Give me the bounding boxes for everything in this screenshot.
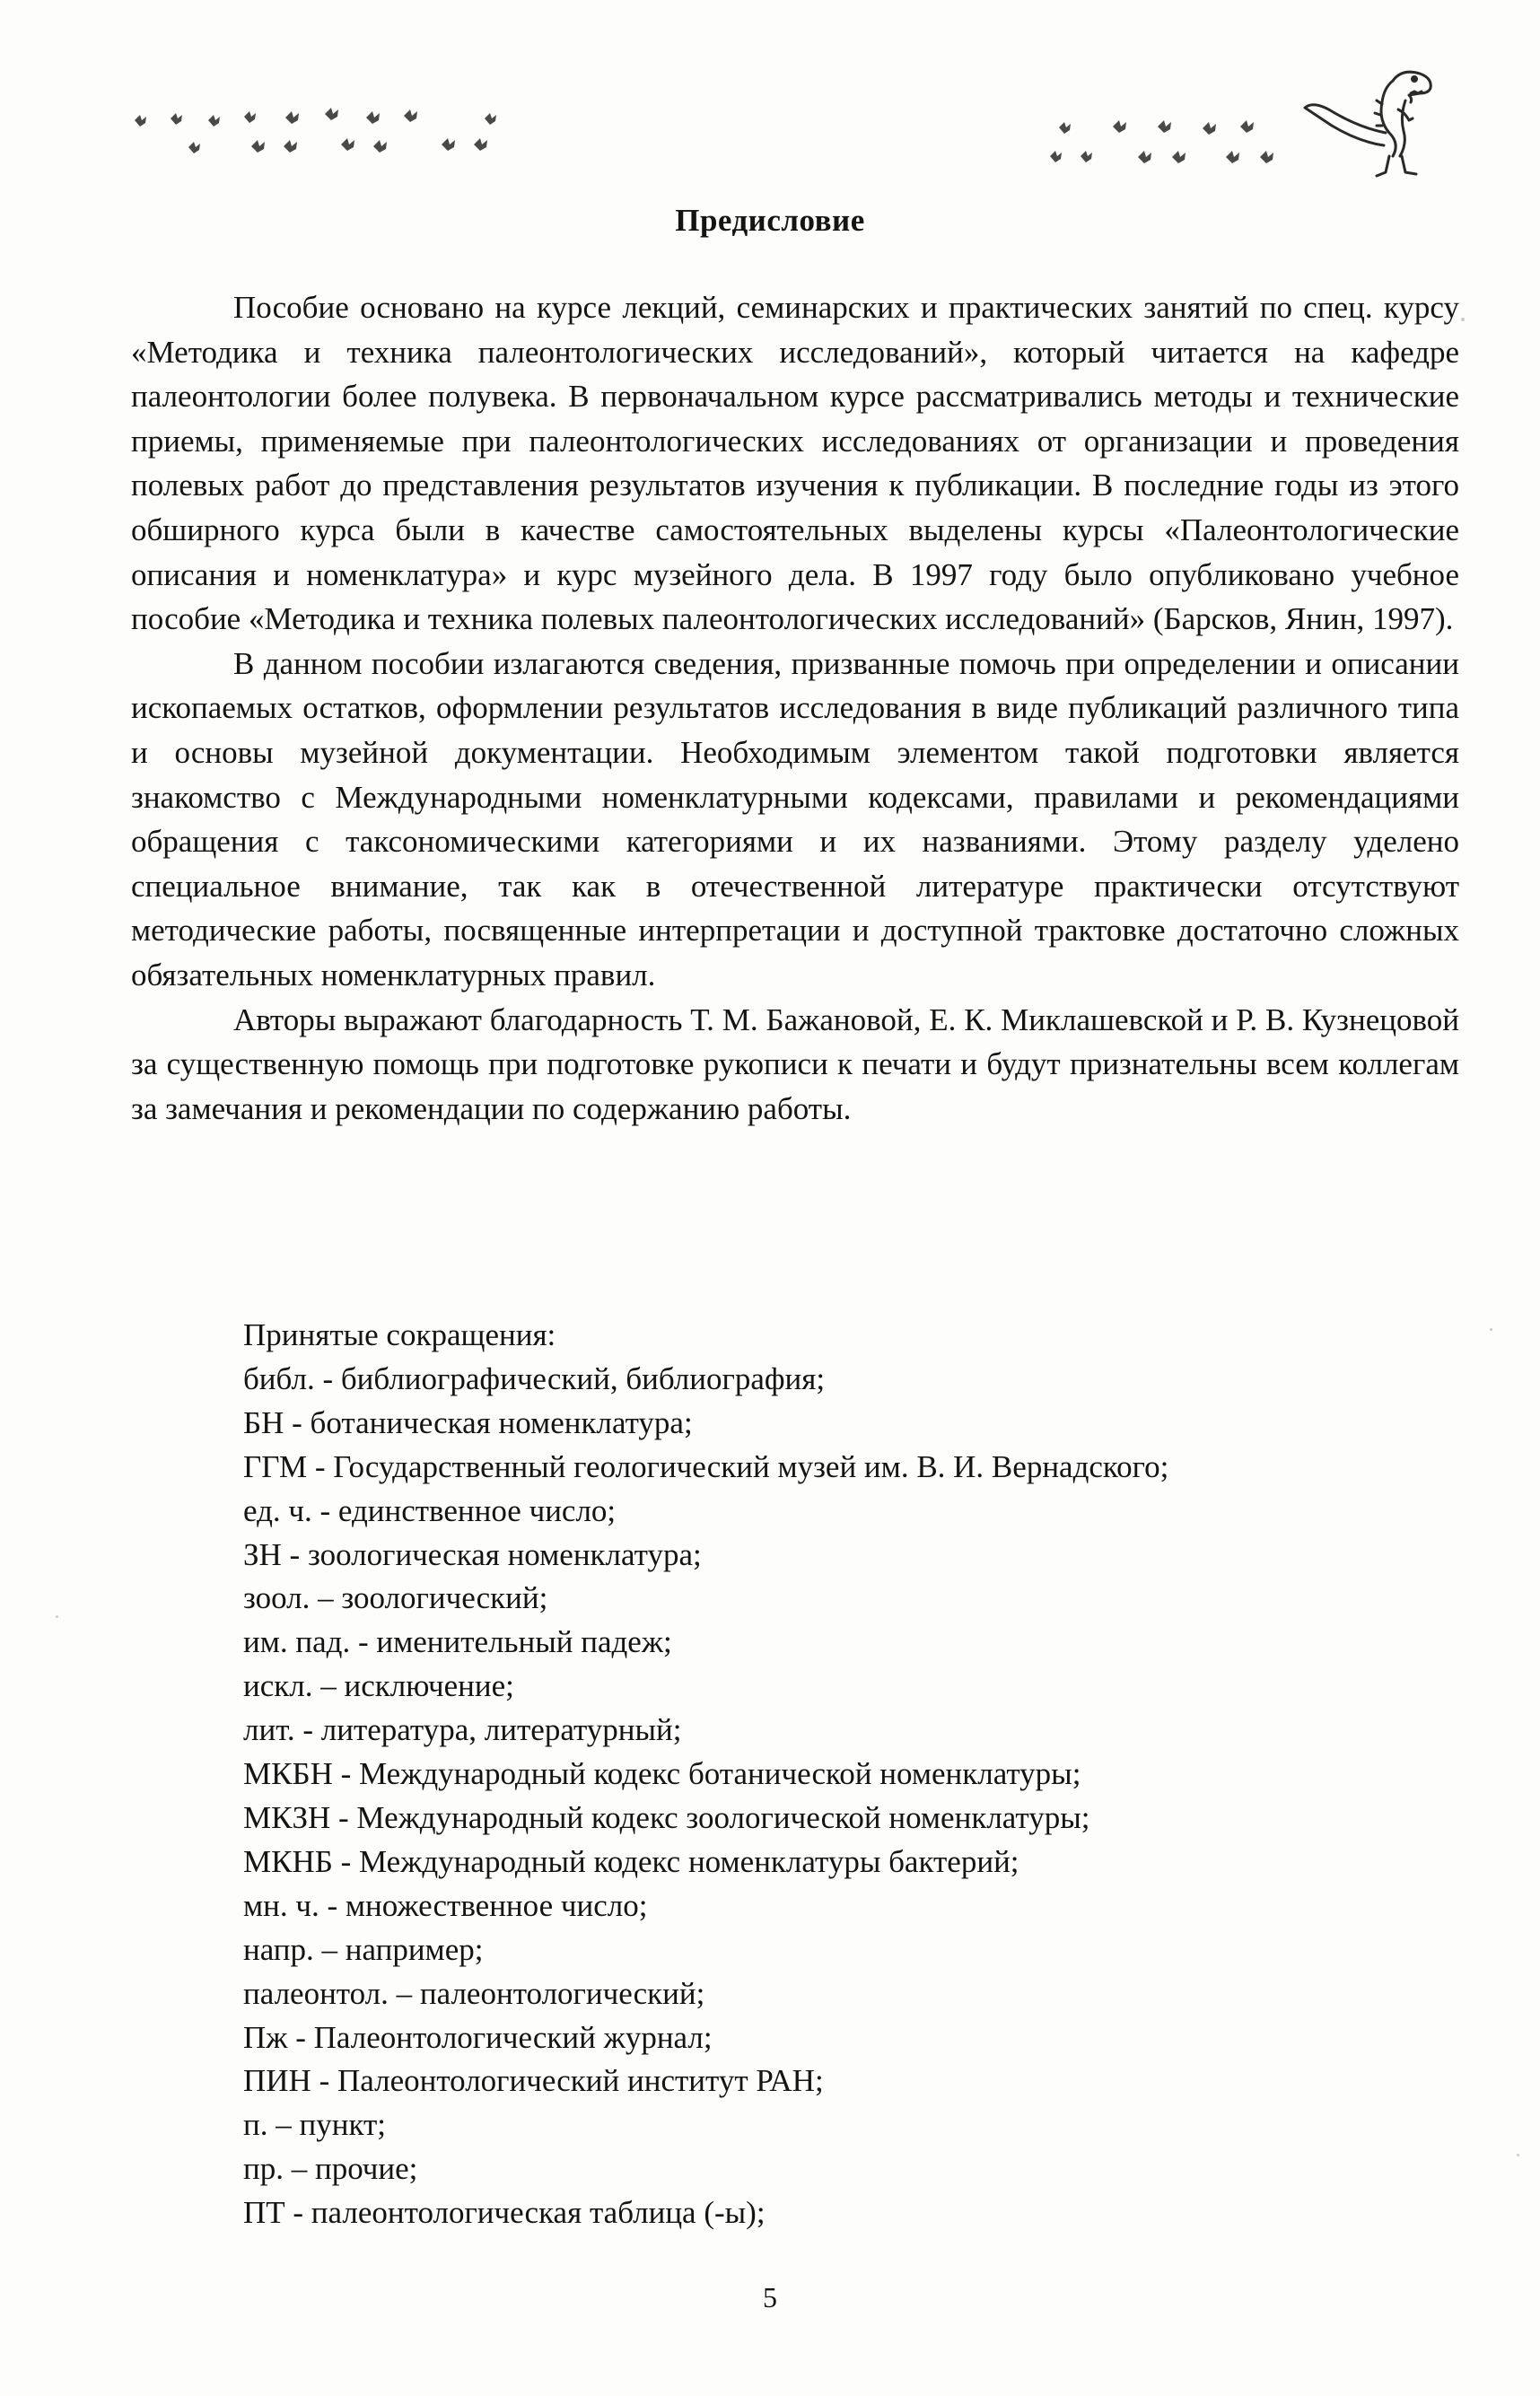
preface-body — [131, 285, 1459, 1131]
abbreviation-item: ПТ - палеонтологическая таблица (-ы); — [243, 2195, 766, 2231]
page-title: Предисловие — [675, 203, 865, 238]
abbreviation-item: им. пад. - именительный падеж; — [243, 1624, 672, 1660]
abbreviation-item: МКНБ - Международный кодекс номенклатуры бактерий; — [243, 1843, 1019, 1879]
dinosaur-icon — [1292, 56, 1445, 181]
abbreviation-item: мн. ч. - множественное число; — [243, 1887, 648, 1923]
scan-speck — [1490, 1328, 1492, 1331]
preface-paragraph-1: Пособие основано на курсе лекций, семинарских и практических занятий по спец. курсу «Методика и техника палеонтологических исследований», который читается на кафедре палеонтологии более полувека. В первоначальном курсе рассматривались методы и технические приемы, применяемые при палеонтологических исследованиях от организации и проведения полевых работ до представления результатов изучения к публикации. В последние годы из этого обширного курса были в качестве самостоятельных выделены курсы «Палеонтологические описания и номенклатура» и курс музейного дела. В 1997 году было опубликовано учебное пособие «Методика и техника полевых палеонтологических исследований» (Барсков, Янин, 1997). — [131, 290, 1459, 637]
abbreviation-item: напр. – например; — [243, 1931, 484, 1967]
abbreviation-item: МКБН - Международный кодекс ботанической номенклатуры; — [243, 1756, 1081, 1792]
abbreviation-item: ПИН - Палеонтологический институт РАН; — [243, 2063, 824, 2099]
abbreviation-item: палеонтол. – палеонтологический; — [243, 1975, 705, 2011]
footprint-trail-right-icon — [1041, 113, 1310, 176]
abbreviations-list — [243, 1314, 1482, 2235]
abbreviation-item: Пж - Палеонтологический журнал; — [243, 2019, 713, 2055]
abbreviation-item: ГГМ - Государственный геологический музей им. В. И. Вернадского; — [243, 1448, 1169, 1484]
scan-speck — [1517, 2154, 1519, 2156]
scan-speck — [56, 1615, 58, 1618]
abbreviation-item: лит. - литература, литературный; — [243, 1712, 682, 1748]
abbreviation-item: ЗН - зоологическая номенклатура; — [243, 1536, 702, 1572]
abbreviation-item: МКЗН - Международный кодекс зоологической номенклатуры; — [243, 1799, 1090, 1835]
scan-speck — [1461, 318, 1465, 321]
preface-paragraph-2: В данном пособии излагаются сведения, призванные помочь при определении и описании ископаемых остатков, оформлении результатов исследования в виде публикаций различного типа и основы музейной документации. Необходимым элементом такой подготовки является знакомство с Международными номенклатурными кодексами, правилами и рекомендациями обращения с таксономическими категориями и их названиями. Этому разделу уделено специальное внимание, так как в отечественной литературе практически отсутствуют методические работы, посвященные интерпретации и доступной трактовке достаточно сложных обязательных номенклатурных правил. — [131, 645, 1459, 993]
abbreviation-item: искл. – исключение; — [243, 1668, 514, 1704]
preface-paragraph-3: Авторы выражают благодарность Т. М. Бажановой, Е. К. Миклашевской и Р. В. Кузнецовой за существенную помощь при подготовке рукописи к печати и будут признательны всем коллегам за замечания и рекомендации по содержанию работы. — [131, 1001, 1459, 1126]
abbreviation-item: п. – пункт; — [243, 2107, 387, 2143]
abbreviation-item: пр. – прочие; — [243, 2151, 418, 2187]
abbreviation-item: ед. ч. - единственное число; — [243, 1492, 617, 1528]
abbreviation-item: зоол. – зоологический; — [243, 1580, 548, 1616]
page-number: 5 — [763, 2281, 777, 2313]
abbreviations-heading: Принятые сокращения: — [243, 1317, 556, 1352]
footprint-trail-left-icon — [126, 93, 556, 174]
abbreviation-item: библ. - библиографический, библиография; — [243, 1360, 826, 1396]
abbreviation-item: БН - ботаническая номенклатура; — [243, 1404, 693, 1440]
